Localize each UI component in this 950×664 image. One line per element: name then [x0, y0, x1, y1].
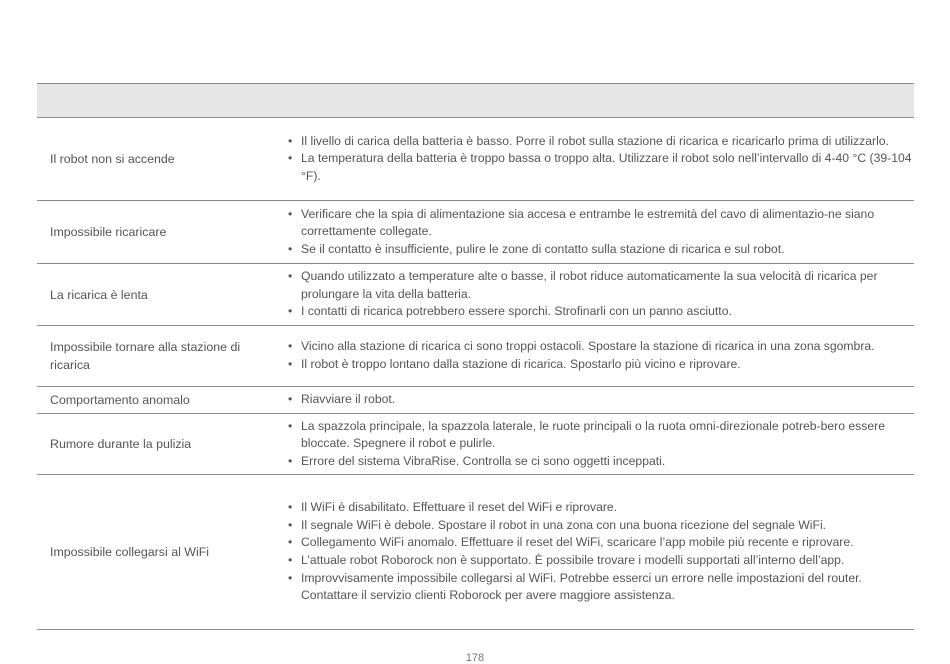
solution-list — [287, 206, 914, 259]
solution-list — [287, 499, 914, 605]
solution-item: • La temperatura della batteria è troppo bassa o troppo alta. Utilizzare il robot solo nell’intervallo di 4-40 °C (39-104 °F). — [287, 150, 914, 185]
solution-item: • Improvvisamente impossibile collegarsi al WiFi. Potrebbe esserci un errore nelle impostazioni del router. Contattare il servizio clienti Roborock per avere maggiore assistenza. — [287, 570, 914, 605]
page-number: 178 — [465, 652, 485, 664]
problem-cell: La ricarica è lenta — [50, 287, 148, 302]
solution-item: • Riavviare il robot. — [287, 391, 914, 409]
solution-list — [287, 338, 914, 373]
solution-item: • Verificare che la spia di alimentazione sia accesa e entrambe le estremità del cavo di alimentazio-ne siano correttamente collegate. — [287, 206, 914, 241]
solution-item: • Il WiFi è disabilitato. Effettuare il reset del WiFi e riprovare. — [287, 499, 914, 517]
troubleshooting-table — [37, 83, 914, 630]
table-header — [37, 84, 914, 118]
solution-list — [287, 391, 914, 409]
problem-cell: Impossibile ricaricare — [50, 225, 167, 239]
solution-item: • La spazzola principale, la spazzola laterale, le ruote principali o la ruota omni-direzionale potreb-bero essere bloccate. Spegnere il robot e pulirle. — [287, 418, 914, 453]
solution-item: • Il segnale WiFi è debole. Spostare il robot in una zona con una buona ricezione del segnale WiFi. — [287, 517, 914, 535]
problem-cell: Comportamento anomalo — [50, 393, 190, 407]
problem-cell: Impossibile collegarsi al WiFi — [50, 545, 210, 559]
solution-item: • Se il contatto è insufficiente, pulire le zone di contatto sulla stazione di ricarica e sul robot. — [287, 241, 914, 259]
problem-cell: Impossibile tornare alla stazione di ricarica — [50, 340, 241, 372]
table-row — [37, 118, 914, 201]
table-row — [37, 475, 914, 630]
solution-item: • Quando utilizzato a temperature alte o basse, il robot riduce automaticamente la sua velocità di ricarica per prolungare la vita della batteria. — [287, 268, 914, 303]
solution-item: • L’attuale robot Roborock non è supportato. È possibile trovare i modelli supportati all’interno dell’app. — [287, 552, 914, 570]
solution-list — [287, 268, 914, 321]
solution-item: • I contatti di ricarica potrebbero essere sporchi. Strofinarli con un panno asciutto. — [287, 303, 914, 321]
solution-item: • Vicino alla stazione di ricarica ci sono troppi ostacoli. Spostare la stazione di ricarica in una zona sgombra. — [287, 338, 914, 356]
table-row — [37, 264, 914, 326]
table-row — [37, 414, 914, 475]
solution-list — [287, 418, 914, 471]
solution-item: • Il livello di carica della batteria è basso. Porre il robot sulla stazione di ricarica e ricaricarlo prima di utilizzarlo. — [287, 133, 914, 151]
solution-item: • Collegamento WiFi anomalo. Effettuare il reset del WiFi, scaricare l’app mobile più recente e riprovare. — [287, 534, 914, 552]
solution-item: • Il robot è troppo lontano dalla stazione di ricarica. Spostarlo più vicino e riprovare. — [287, 356, 914, 374]
solution-item: • Errore del sistema VibraRise. Controlla se ci sono oggetti inceppati. — [287, 453, 914, 471]
table-row — [37, 326, 914, 387]
table-row — [37, 387, 914, 414]
table-row — [37, 201, 914, 264]
problem-cell: Il robot non si accende — [50, 152, 175, 166]
problem-cell: Rumore durante la pulizia — [50, 437, 192, 451]
solution-list — [287, 133, 914, 186]
